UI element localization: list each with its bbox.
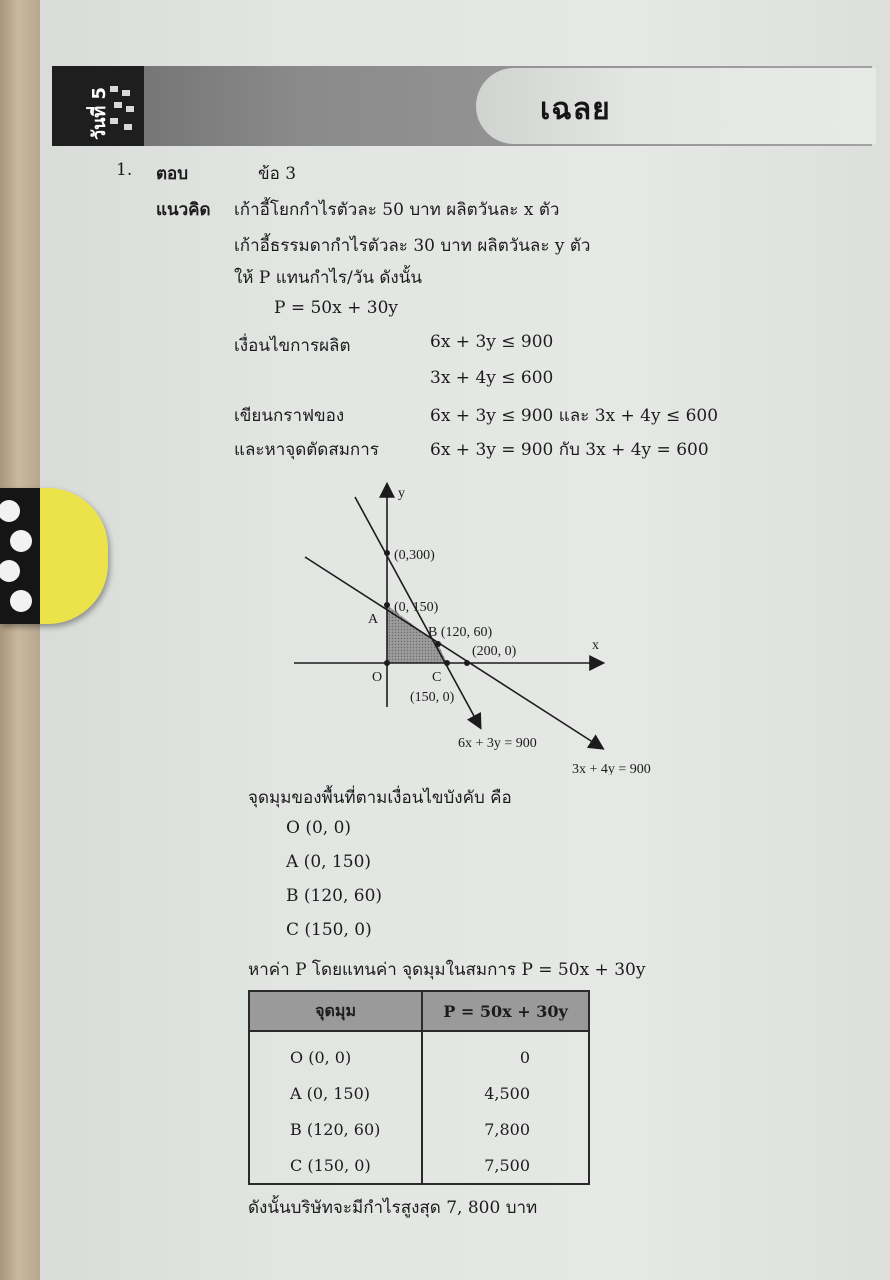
graph-label: เขียนกราฟของ <box>234 406 345 426</box>
graph-expression: 6x + 3y ≤ 900 และ 3x + 4y ≤ 600 <box>430 406 719 426</box>
label-C: C <box>432 670 442 685</box>
intersect-expression: 6x + 3y = 900 กับ 3x + 4y = 600 <box>430 440 709 460</box>
point-C <box>444 660 450 666</box>
label-0-300: (0,300) <box>394 548 435 563</box>
table-row <box>249 1111 589 1147</box>
eraser-dot-icon <box>10 530 32 552</box>
label-O: O <box>372 670 383 685</box>
table-cell-profit: 7,800 <box>422 1111 589 1147</box>
corner-point: C (150, 0) <box>286 920 372 940</box>
point-0-300 <box>384 550 390 556</box>
table-cell-profit: 4,500 <box>422 1075 589 1111</box>
table-cell-corner: A (0, 150) <box>249 1075 422 1111</box>
y-axis-label: y <box>398 486 405 501</box>
eraser-dot-icon <box>10 590 32 612</box>
table-cell-corner: B (120, 60) <box>249 1111 422 1147</box>
day-pattern-icon <box>110 86 136 134</box>
table-cell-profit: 0 <box>422 1031 589 1075</box>
corner-point: O (0, 0) <box>286 818 352 838</box>
conclusion-text: ดังนั้นบริษัทจะมีกำไรสูงสุด 7, 800 บาท <box>248 1198 538 1218</box>
label-200-0: (200, 0) <box>472 644 517 659</box>
header-pill <box>476 68 876 144</box>
constraint-2: 3x + 4y ≤ 600 <box>430 368 554 388</box>
profit-table <box>248 990 590 1185</box>
table-row <box>249 1075 589 1111</box>
concept-label: แนวคิด <box>156 200 211 220</box>
point-A <box>384 602 390 608</box>
table-header-corner: จุดมุม <box>249 991 422 1031</box>
line-3x-4y-900 <box>305 557 602 748</box>
profit-equation: P = 50x + 30y <box>274 298 398 318</box>
corner-point: B (120, 60) <box>286 886 383 906</box>
label-150-0: (150, 0) <box>410 690 455 705</box>
label-line-2: 3x + 4y = 900 <box>572 762 651 775</box>
label-line-1: 6x + 3y = 900 <box>458 736 537 751</box>
concept-line: เก้าอี้โยกกำไรตัวละ 50 บาท ผลิตวันละ x ตัว <box>234 200 560 220</box>
label-B: B (120, 60) <box>428 625 493 640</box>
answer-label: ตอบ <box>156 164 189 184</box>
question-number: 1. <box>116 160 133 180</box>
day-label: วันที่ 5 <box>89 86 110 140</box>
find-p-text: หาค่า P โดยแทนค่า จุดมุมในสมการ P = 50x + 30y <box>248 960 646 980</box>
table-header-profit: P = 50x + 30y <box>422 991 589 1031</box>
label-0-150: (0, 150) <box>394 600 439 615</box>
answer-value: ข้อ 3 <box>258 164 297 184</box>
point-200-0 <box>464 660 470 666</box>
point-O <box>384 660 390 666</box>
corners-intro: จุดมุมของพื้นที่ตามเงื่อนไขบังคับ คือ <box>248 788 512 808</box>
concept-line: ให้ P แทนกำไร/วัน ดังนั้น <box>234 268 422 288</box>
table-row <box>249 1147 589 1184</box>
label-A: A <box>368 612 379 627</box>
point-B <box>435 641 441 647</box>
table-cell-corner: O (0, 0) <box>249 1031 422 1075</box>
table-row <box>249 1031 589 1075</box>
feasible-region-graph <box>280 475 700 775</box>
concept-line: เก้าอี้ธรรมดากำไรตัวละ 30 บาท ผลิตวันละ y ตัว <box>234 236 591 256</box>
corner-point: A (0, 150) <box>286 852 372 872</box>
constraint-1: 6x + 3y ≤ 900 <box>430 332 554 352</box>
table-cell-profit: 7,500 <box>422 1147 589 1184</box>
book-spine <box>0 0 40 1280</box>
intersect-label: และหาจุดตัดสมการ <box>234 440 379 460</box>
table-cell-corner: C (150, 0) <box>249 1147 422 1184</box>
x-axis-label: x <box>592 638 599 653</box>
constraint-label: เงื่อนไขการผลิต <box>234 336 351 356</box>
page-title: เฉลย <box>540 92 611 127</box>
